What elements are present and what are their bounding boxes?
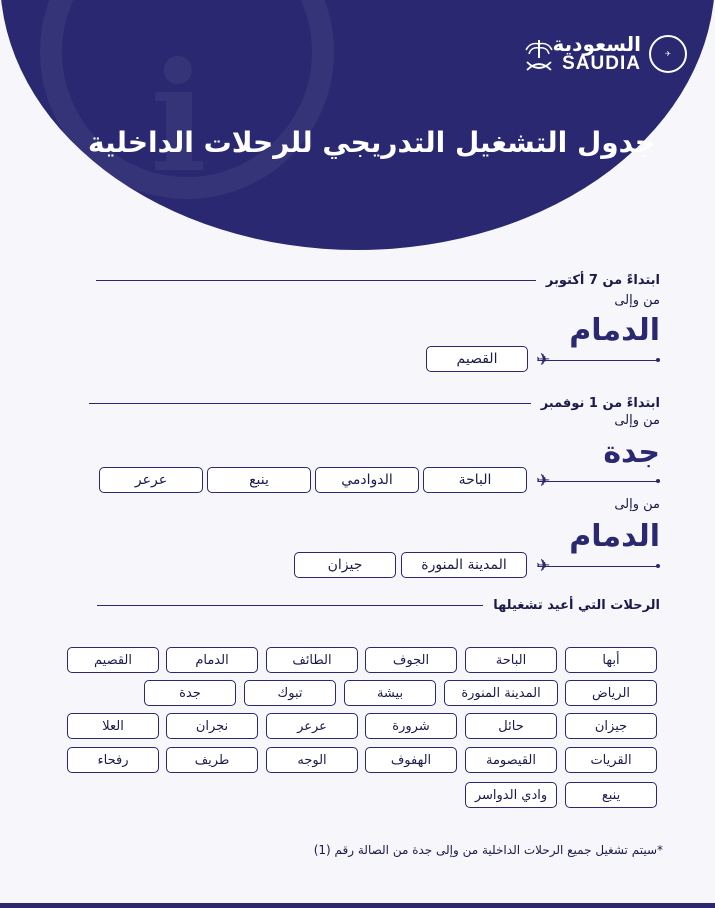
route-arrow-dot: [656, 358, 660, 362]
city-chip: الدمام: [166, 647, 258, 673]
city-chip: القصيم: [67, 647, 159, 673]
destination-chip: عرعر: [99, 467, 203, 493]
destination-chip: الباحة: [423, 467, 527, 493]
city-chip: ينبع: [565, 782, 657, 808]
section2-heading: ابتداءً من 1 نوفمبر: [540, 396, 660, 411]
plane-icon: ✈: [536, 556, 551, 576]
city-chip: حائل: [465, 713, 557, 739]
footnote: *سيتم تشغيل جميع الرحلات الداخلية من وإلى جدة من الصالة رقم (1): [313, 843, 663, 857]
destination-chip: ينبع: [207, 467, 311, 493]
plane-icon: ✈: [536, 350, 551, 370]
city-chip: القيصومة: [465, 747, 557, 773]
city-chip: الباحة: [465, 647, 557, 673]
route-label: من وإلى: [614, 497, 660, 512]
section1-heading: ابتداءً من 7 أكتوبر: [545, 273, 660, 288]
page-title: جدول التشغيل التدريجي للرحلات الداخلية: [88, 126, 655, 159]
route-arrow-line: [538, 360, 658, 361]
destination-chip: القصيم: [426, 346, 528, 372]
city-chip: الهفوف: [365, 747, 457, 773]
route-arrow-dot: [656, 479, 660, 483]
city-chip: بيشة: [344, 680, 436, 706]
city-chip: وادي الدواسر: [465, 782, 557, 808]
route-arrow-line: [538, 566, 658, 567]
footer-bar: [0, 903, 715, 908]
route-city: الدمام: [569, 519, 660, 554]
city-chip: جيزان: [565, 713, 657, 739]
city-chip: طريف: [166, 747, 258, 773]
destination-chip: المدينة المنورة: [401, 552, 527, 578]
header-banner: [0, 0, 715, 255]
city-chip: أبها: [565, 647, 657, 673]
divider: [96, 280, 536, 281]
city-chip: القريات: [565, 747, 657, 773]
section2-heading-row: [89, 396, 660, 411]
resumed-heading: الرحلات التي أعيد تشغيلها: [493, 598, 660, 613]
logo-arabic: السعودية: [552, 32, 641, 56]
resumed-heading-row: [97, 598, 660, 613]
city-chip: جدة: [144, 680, 236, 706]
route-arrow-dot: [656, 564, 660, 568]
route-label: من وإلى: [614, 413, 660, 428]
destination-chip: جيزان: [294, 552, 396, 578]
city-chip: تبوك: [244, 680, 336, 706]
city-chip: العلا: [67, 713, 159, 739]
saudia-logo: [553, 34, 687, 73]
divider: [89, 403, 531, 404]
route-label: من وإلى: [614, 293, 660, 308]
logo-english: SAUDIA: [562, 53, 641, 74]
info-watermark-icon: i: [150, 30, 207, 206]
city-chip: عرعر: [266, 713, 358, 739]
city-chip: نجران: [166, 713, 258, 739]
divider: [97, 605, 483, 606]
route-city: الدمام: [569, 313, 660, 348]
city-chip: شرورة: [365, 713, 457, 739]
city-chip: الرياض: [565, 680, 657, 706]
city-chip: الجوف: [365, 647, 457, 673]
destination-chip: الدوادمي: [315, 467, 419, 493]
city-chip: رفحاء: [67, 747, 159, 773]
plane-icon: ✈: [536, 471, 551, 491]
skyteam-icon: ✈: [649, 35, 687, 73]
city-chip: الطائف: [266, 647, 358, 673]
section1-heading-row: [96, 273, 660, 288]
route-arrow-line: [538, 481, 658, 482]
city-chip: المدينة المنورة: [444, 680, 558, 706]
route-city: جدة: [603, 435, 660, 470]
city-chip: الوجه: [266, 747, 358, 773]
